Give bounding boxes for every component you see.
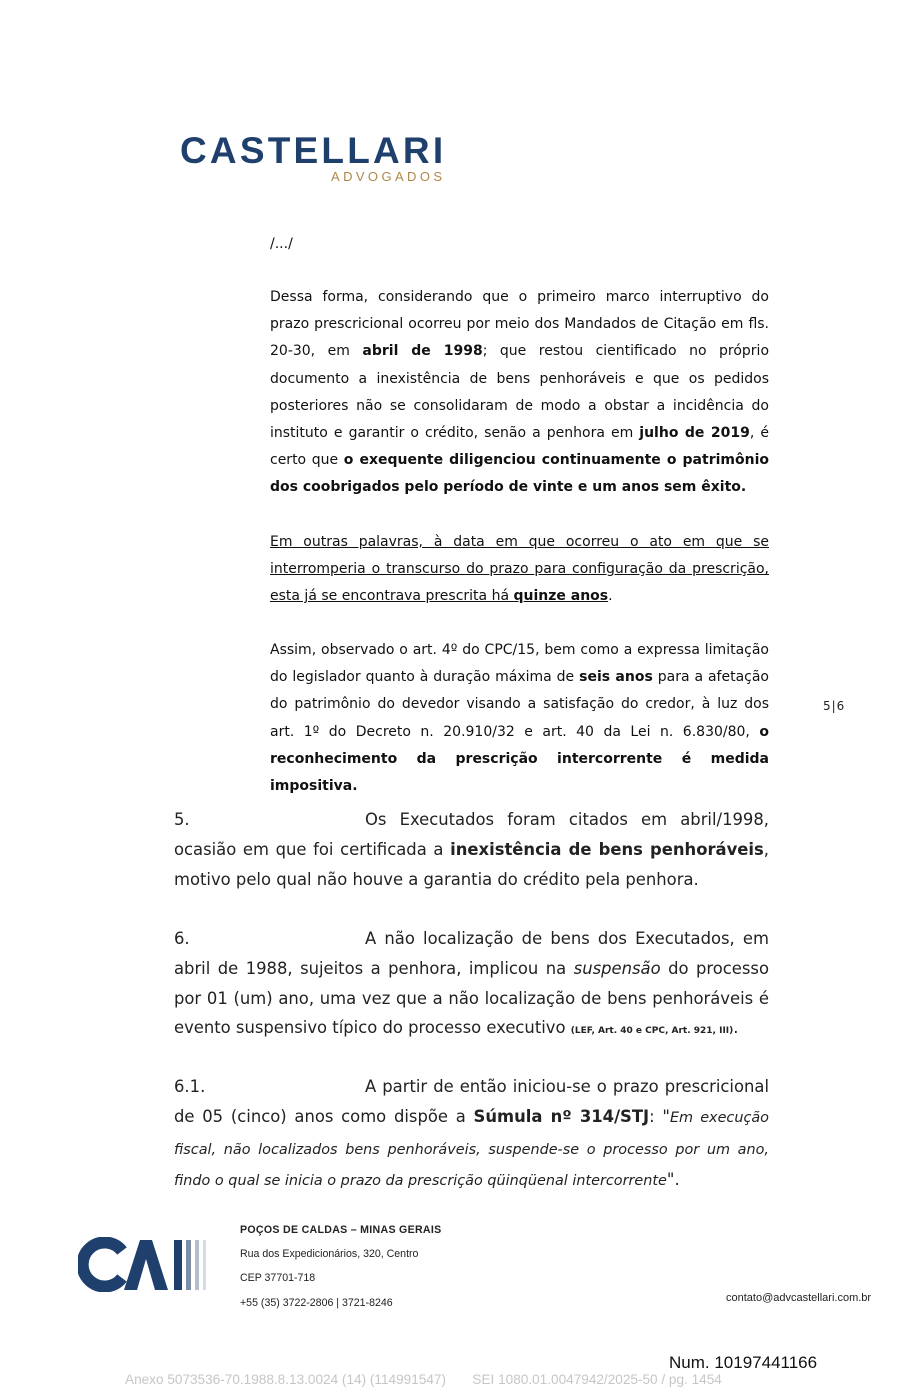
- footer-street: Rua dos Expedicionários, 320, Centro: [240, 1248, 419, 1261]
- paragraph-5: [174, 805, 769, 894]
- footer-address: [240, 1218, 441, 1315]
- firm-logo-name: CASTELLARI: [180, 130, 447, 171]
- text-run: , motivo pelo qual não houve a garantia do crédito pela penhora.: [174, 839, 769, 889]
- italic-run: Em execução fiscal, não localizados bens penhoráveis, suspende-se o processo por um ano, findo o qual se inicia o prazo da prescrição qüinqüenal intercorrente: [174, 1109, 769, 1190]
- quote-paragraph-1: [270, 284, 769, 502]
- bold-run: o exequente diligenciou continuamente o patrimônio dos coobrigados pelo período de vinte e um anos sem êxito.: [270, 452, 769, 496]
- paragraph-number: 6.: [174, 929, 190, 948]
- page-number: 5|6: [823, 699, 846, 713]
- bold-run: seis anos: [579, 669, 653, 686]
- underlined-run: Em outras palavras, à data em que ocorreu o ato em que se interromperia o transcurso do prazo para configuração da prescrição, esta já se encontrava prescrita há: [270, 534, 769, 605]
- paragraph-6: [174, 924, 769, 1047]
- quote-paragraph-3: [270, 637, 769, 800]
- bold-underlined-run: quinze anos: [513, 588, 609, 605]
- footer-cep: CEP 37701-718: [240, 1272, 316, 1285]
- bold-run: julho de 2019: [639, 425, 750, 442]
- bold-run: o reconhecimento da prescrição intercorrente é medida impositiva.: [270, 723, 769, 795]
- text-run: para a afetação do patrimônio do devedor visando a satisfação do credor, à luz dos art. 1º do Decreto n. 20.910/32 e art. 40 da Lei n. 6.830/80,: [270, 669, 769, 740]
- quote-ellipsis: /.../: [270, 236, 293, 252]
- text-run: ".: [666, 1170, 680, 1190]
- document-number-stamp: Num. 10197441166: [669, 1353, 818, 1372]
- quote-paragraph-2: [270, 529, 769, 611]
- footer-email: contato@advcastellari.com.br: [726, 1292, 872, 1304]
- paragraph-number: 6.1.: [174, 1077, 206, 1096]
- text-run: ; que restou cientificado no próprio documento a inexistência de bens penhoráveis e que os pedidos posteriores não se consolidaram de modo a obstar a incidência do instituto e garantir o crédito, senão a penhora em: [270, 343, 770, 442]
- footer-city: POÇOS DE CALDAS – MINAS GERAIS: [240, 1224, 442, 1236]
- text-run: , é certo que: [270, 425, 769, 469]
- text-run: .: [608, 588, 613, 605]
- annex-watermark: Anexo 5073536-70.1988.8.13.0024 (14) (114991547) SEI 1080.01.0047942/2025-50 / pg. 1454: [125, 1372, 722, 1387]
- text-run: A não localização de bens dos Executados, em abril de 1988, sujeitos a penhora, implicou na: [174, 929, 769, 978]
- italic-run: suspensão: [573, 958, 661, 978]
- legal-reference: (LEF, Art. 40 e CPC, Art. 921, III): [570, 1026, 734, 1037]
- text-run: : ": [649, 1106, 670, 1126]
- text-run: Os Executados foram citados em abril/1998, ocasião em que foi certificada a: [174, 810, 769, 859]
- text-run: .: [733, 1018, 739, 1038]
- text-run: Dessa forma, considerando que o primeiro marco interruptivo do prazo prescricional ocorreu por meio dos Mandados de Citação em fls. 20-30, em: [270, 289, 769, 360]
- firm-logo-subtitle: ADVOGADOS: [331, 169, 446, 184]
- text-run: Assim, observado o art. 4º do CPC/15, bem como a expressa limitação do legislador quanto à duração máxima de: [270, 642, 769, 686]
- footer-phone: +55 (35) 3722-2806 | 3721-8246: [240, 1296, 393, 1309]
- bold-run: inexistência de bens penhoráveis: [450, 839, 764, 859]
- text-run: do processo por 01 (um) ano, uma vez que a não localização de bens penhoráveis é evento suspensivo típico do processo executivo: [174, 958, 769, 1038]
- bold-run: abril de 1998: [362, 343, 483, 360]
- paragraph-6-1: [174, 1072, 769, 1197]
- text-run: A partir de então iniciou-se o prazo prescricional de 05 (cinco) anos como dispõe a: [174, 1077, 769, 1126]
- bold-run: Súmula nº 314/STJ: [473, 1106, 650, 1126]
- footer-logo-icon: [78, 1237, 212, 1292]
- paragraph-number: 5.: [174, 810, 190, 829]
